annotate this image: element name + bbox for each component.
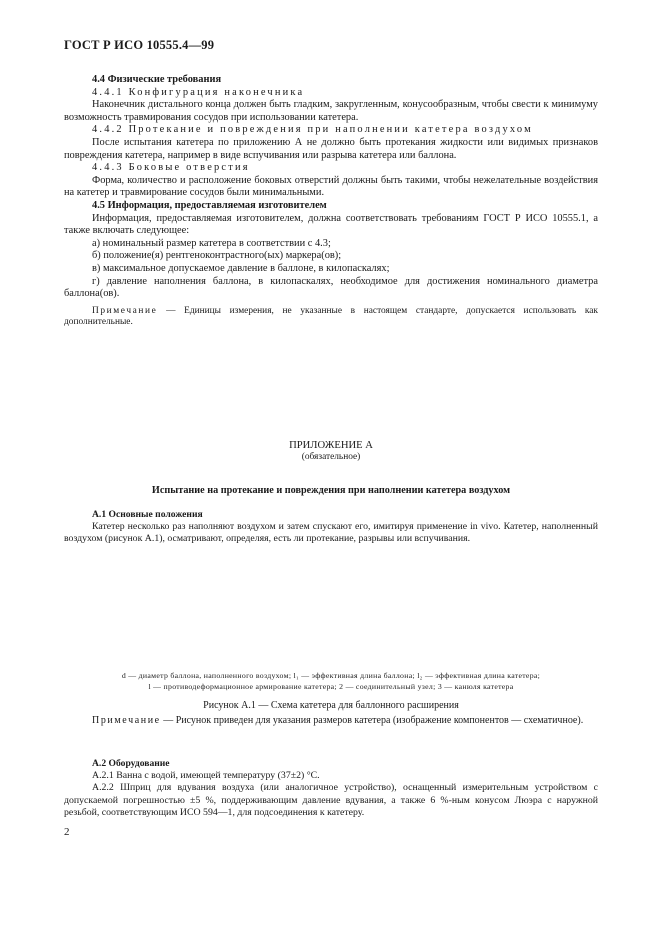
appendix-subtitle: (обязательное) <box>301 452 361 462</box>
note-text: — Единицы измерения, не указанные в настоящем стандарте, допускается использовать как дополнительные. <box>64 305 598 328</box>
section-a2-2: А.2.2 Шприц для вдувания воздуха (или аналогичное устройство), оснащенный измерительным устройством с допускаемой погрешностью ±5 %, поддерживающим давление вдувания, а также 6 %-ным конусом Люэра с наружной резьбой, соответствующим ИСО 594—1, для подсоединения к катетеру. <box>64 782 598 818</box>
section-a2 <box>64 758 598 819</box>
note-label: Примечание <box>92 305 158 316</box>
list-item: г) давление наполнения баллона, в килопаскалях, необходимое для достижения номинального диаметра баллона(ов). <box>64 275 598 300</box>
section-a1-title: А.1 Основные положения <box>92 509 203 520</box>
section-4-4-1-text: Наконечник дистального конца должен быть гладким, закругленным, конусообразным, чтобы свести к минимуму возможность травмирования сосудов при использовании катетера. <box>64 99 598 123</box>
list-item: в) максимальное допускаемое давление в баллоне, в килопаскалях; <box>92 262 390 274</box>
note <box>64 306 598 329</box>
figure-area <box>64 555 598 663</box>
main-content <box>64 74 598 329</box>
appendix-title: ПРИЛОЖЕНИЕ А <box>289 440 373 451</box>
section-4-5-intro: Информация, предоставляемая изготовителем, должна соответствовать требованиям ГОСТ Р ИСО 10555.1, а также включать следующее: <box>64 212 598 237</box>
figure-caption: Рисунок А.1 — Схема катетера для баллонного расширения <box>203 700 459 711</box>
appendix-heading: Испытание на протекание и повреждения при наполнении катетера воздухом <box>151 485 511 496</box>
section-4-4-2-text: После испытания катетера по приложению А не должно быть протекания жидкости или видимых признаков повреждения катетера, например в виде вспучивания или разрыва катетера или баллона. <box>64 136 598 161</box>
section-4-4-title: 4.4 Физические требования <box>92 74 222 85</box>
figure-note-text: — Рисунок приведен для указания размеров катетера (изображение компонентов — схематичное). <box>160 715 584 726</box>
page-number: 2 <box>64 826 70 838</box>
section-4-4-2-title: 4.4.2 Протекание и повреждения при наполнении катетера воздухом <box>92 124 533 136</box>
figure-legend <box>64 670 598 692</box>
list-item: а) номинальный размер катетера в соответствии с 4.3; <box>92 237 331 249</box>
section-a1-text: Катетер несколько раз наполняют воздухом и затем спускают его, имитируя применение in vivo. Катетер, наполненный воздухом (рисунок А.1), осматривают, определяя, есть ли протекание, разрывы или вспучивания. <box>64 521 598 545</box>
list-item: б) положение(я) рентгеноконтрастного(ых) маркера(ов); <box>92 250 342 262</box>
section-4-4-1-title: 4.4.1 Конфигурация наконечника <box>92 86 305 98</box>
section-4-4-3-text: Форма, количество и расположение боковых отверстий должны быть такими, чтобы нежелательные воздействия на катетер и травмирование сосудов были минимальными. <box>64 174 598 199</box>
legend-line-1: d — диаметр баллона, наполненного воздухом; l₁ — эффективная длина баллона; l₂ — эффективная длина катетера; <box>121 671 541 680</box>
section-a2-1: А.2.1 Ванна с водой, имеющей температуру (37±2) °С. <box>92 770 320 782</box>
section-4-5-title: 4.5 Информация, предоставляемая изготовителем <box>92 199 327 211</box>
page-header: ГОСТ Р ИСО 10555.4—99 <box>64 38 215 52</box>
section-a1 <box>64 509 598 546</box>
section-a2-title: А.2 Оборудование <box>92 758 170 769</box>
figure-note-label: Примечание <box>92 715 161 726</box>
legend-line-2: l — противодеформационное армирование катетера; 2 — соединительный узел; 3 — канюля катетера <box>148 682 514 691</box>
section-4-4-3-title: 4.4.3 Боковые отверстия <box>92 162 250 174</box>
figure-note <box>64 715 598 727</box>
